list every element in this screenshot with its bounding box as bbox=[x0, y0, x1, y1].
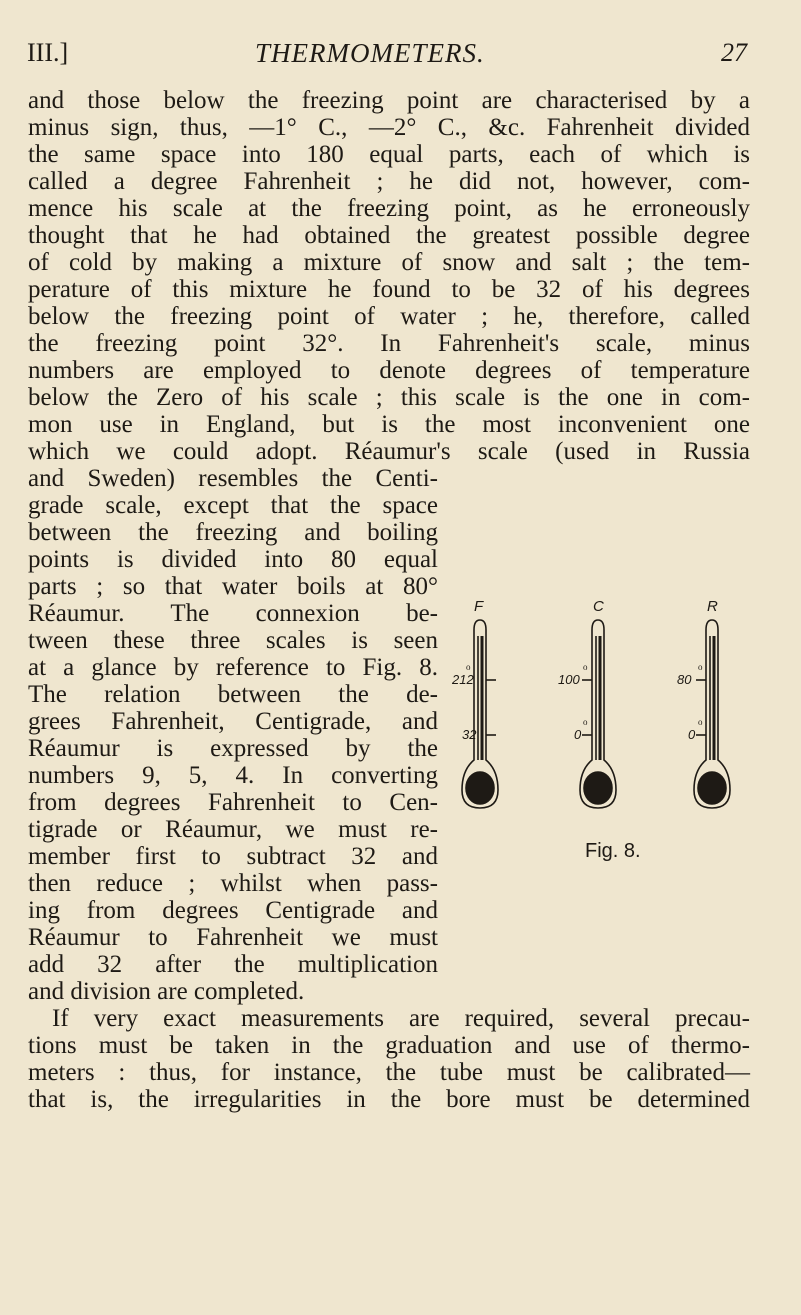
text-line: from degrees Fahrenheit to Cen- bbox=[28, 789, 438, 816]
label-80: 80 bbox=[677, 672, 692, 687]
text-line: tions must be taken in the graduation and use of thermo- bbox=[28, 1032, 750, 1059]
text-line: ing from degrees Centigrade and bbox=[28, 897, 438, 924]
text-line: mon use in England, but is the most inconvenient one bbox=[28, 411, 750, 438]
fahrenheit-thermometer bbox=[462, 620, 498, 808]
text-line: parts ; so that water boils at 80° bbox=[28, 573, 438, 600]
text-line: points is divided into 80 equal bbox=[28, 546, 438, 573]
degree-mark: o bbox=[466, 662, 471, 672]
text-line: below the Zero of his scale ; this scale is the one in com- bbox=[28, 384, 750, 411]
text-line: Réaumur to Fahrenheit we must bbox=[28, 924, 438, 951]
text-line: grade scale, except that the space bbox=[28, 492, 438, 519]
figure-caption: Fig. 8. bbox=[585, 840, 641, 862]
degree-mark: o bbox=[583, 717, 588, 727]
text-line: tween these three scales is seen bbox=[28, 627, 438, 654]
text-line: numbers 9, 5, 4. In converting bbox=[28, 762, 438, 789]
degree-mark: o bbox=[698, 717, 703, 727]
text-line: then reduce ; whilst when pass- bbox=[28, 870, 438, 897]
text-line: perature of this mixture he found to be 32 of his degrees bbox=[28, 276, 750, 303]
text-line: which we could adopt. Réaumur's scale (used in Russia bbox=[28, 438, 750, 465]
text-line: The relation between the de- bbox=[28, 681, 438, 708]
text-line: that is, the irregularities in the bore must be determined bbox=[28, 1086, 750, 1113]
text-line: Réaumur is expressed by the bbox=[28, 735, 438, 762]
text-line: the same space into 180 equal parts, each of which is bbox=[28, 141, 750, 168]
text-line: minus sign, thus, —1° C., —2° C., &c. Fahrenheit divided bbox=[28, 114, 750, 141]
reaumur-thermometer bbox=[694, 620, 730, 808]
text-line: the freezing point 32°. In Fahrenheit's scale, minus bbox=[28, 330, 750, 357]
text-line: and division are completed. bbox=[28, 978, 305, 1005]
label-32: 32 bbox=[462, 727, 477, 742]
text-line: below the freezing point of water ; he, therefore, called bbox=[28, 303, 750, 330]
label-100: 100 bbox=[558, 672, 580, 687]
text-line: If very exact measurements are required, several precau- bbox=[52, 1005, 750, 1032]
text-line: and Sweden) resembles the Centi- bbox=[28, 465, 438, 492]
text-line: member first to subtract 32 and bbox=[28, 843, 438, 870]
scale-letter-c: C bbox=[593, 598, 604, 615]
scale-letter-r: R bbox=[707, 598, 718, 615]
text-line: at a glance by reference to Fig. 8. bbox=[28, 654, 438, 681]
scale-letter-f: F bbox=[474, 598, 484, 615]
text-line: called a degree Fahrenheit ; he did not, however, com- bbox=[28, 168, 750, 195]
text-line: meters : thus, for instance, the tube must be calibrated— bbox=[28, 1059, 750, 1086]
page-number: 27 bbox=[721, 38, 747, 67]
running-title: THERMOMETERS. bbox=[255, 38, 485, 68]
label-0-r: 0 bbox=[688, 727, 696, 742]
label-212: 212 bbox=[452, 672, 474, 687]
text-line: of cold by making a mixture of snow and salt ; the tem- bbox=[28, 249, 750, 276]
text-line: Réaumur. The connexion be- bbox=[28, 600, 438, 627]
centigrade-thermometer bbox=[580, 620, 616, 808]
degree-mark: o bbox=[698, 662, 703, 672]
text-line: numbers are employed to denote degrees of temperature bbox=[28, 357, 750, 384]
degree-mark: o bbox=[583, 662, 588, 672]
text-line: grees Fahrenheit, Centigrade, and bbox=[28, 708, 438, 735]
label-0-c: 0 bbox=[574, 727, 582, 742]
text-line: between the freezing and boiling bbox=[28, 519, 438, 546]
text-line: and those below the freezing point are characterised by a bbox=[28, 87, 750, 114]
chapter-number: III.] bbox=[27, 38, 69, 67]
text-line: thought that he had obtained the greatest possible degree bbox=[28, 222, 750, 249]
text-line: mence his scale at the freezing point, as he erroneously bbox=[28, 195, 750, 222]
text-line: tigrade or Réaumur, we must re- bbox=[28, 816, 438, 843]
text-line: add 32 after the multiplication bbox=[28, 951, 438, 978]
